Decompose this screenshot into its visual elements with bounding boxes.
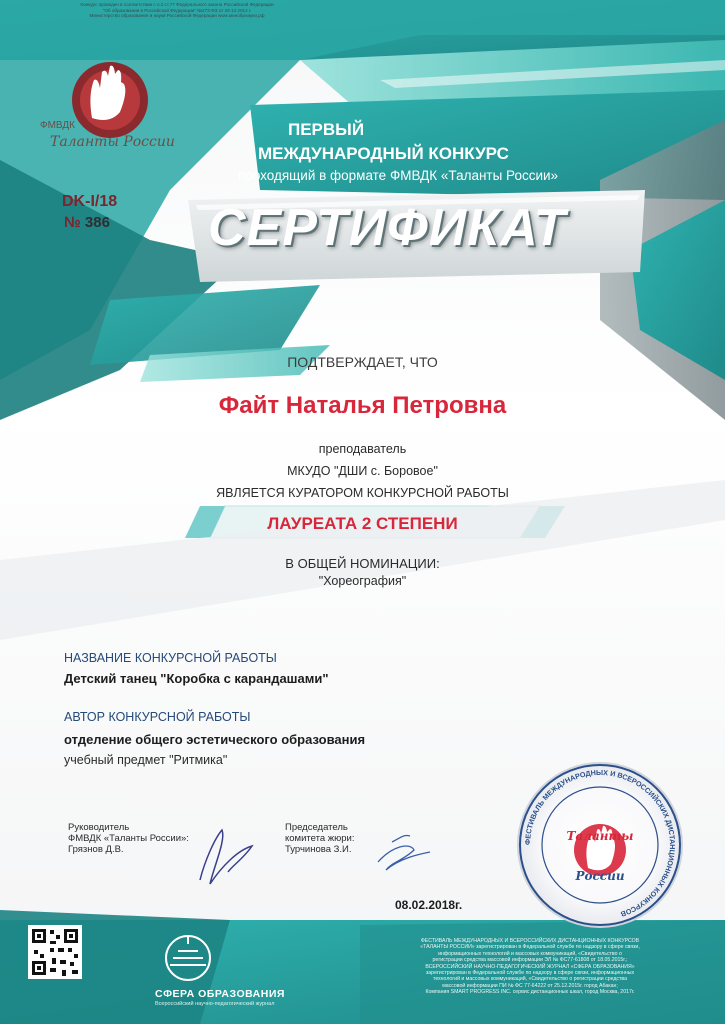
work-title: Детский танец "Коробка с карандашами": [64, 671, 329, 686]
person-name: Файт Наталья Петровна: [218, 392, 507, 419]
svg-text:ФЕСТИВАЛЬ МЕЖДУНАРОДНЫХ И ВСЕР: ФЕСТИВАЛЬ МЕЖДУНАРОДНЫХ И ВСЕРОССИЙСКИХ ДИСТАНЦИОННЫХ КОНКУРСОВ: [522, 767, 678, 919]
sig-line: Председатель: [285, 822, 348, 833]
author-department: отделение общего эстетического образования: [64, 732, 366, 747]
legal-line: Компания SMART PROGRESS INC. сервис дистанционных шкал, город Москва, 2017г.: [425, 989, 635, 996]
legal-line: Министерство образования и науки Российской Федерации www.минобрнауки.рф: [89, 13, 265, 19]
certificate-date: 08.02.2018г.: [395, 898, 463, 912]
logo-name: Таланты России: [50, 134, 175, 150]
legal-line: технологий и массовых коммуникаций, «Свидетельство о регистрации средства: [433, 976, 627, 983]
certificate-number: [64, 214, 110, 231]
sig-line: Турчинова З.И.: [285, 844, 352, 855]
contest-international: МЕЖДУНАРОДНЫЙ КОНКУРС: [258, 144, 509, 163]
contest-first: ПЕРВЫЙ: [288, 120, 365, 139]
curator-text: ЯВЛЯЕТСЯ КУРАТОРОМ КОНКУРСНОЙ РАБОТЫ: [216, 486, 509, 500]
stamp-ring-text: [518, 763, 682, 927]
confirms-text: ПОДТВЕРЖДАЕТ, ЧТО: [287, 354, 438, 370]
legal-line: «ТАЛАНТЫ РОССИИ» зарегистрирован в Федеральной службе по надзору в сфере связи,: [420, 944, 640, 951]
logo-abbr: ФМВДК: [40, 120, 75, 131]
qr-code: [28, 925, 82, 979]
sig-line: Руководитель: [68, 822, 130, 833]
stamp-title: Таланты: [566, 829, 634, 843]
nomination-label: В ОБЩЕЙ НОМИНАЦИИ:: [285, 556, 440, 571]
legal-line: зарегистрирован в Федеральной службе по надзору в сфере связи, информационных: [425, 970, 635, 977]
footer-legal-text: [384, 938, 676, 996]
signature-right: [378, 835, 430, 870]
legal-line: массовой информации ПИ № ФС 77-64222 от 25.12.2015г. город Абакан;: [442, 982, 618, 989]
stamp-bottom: России: [575, 869, 625, 883]
certificate-code: DK-I/18: [62, 193, 118, 210]
legal-line: Конкурс проведен в соответствии с п.2 ст.77 Федерального закона Российской Федерации: [80, 2, 274, 7]
sig-line: комитета жюри:: [285, 833, 355, 844]
person-role: преподаватель: [318, 442, 407, 456]
organization: МКУДО "ДШИ с. Боровое": [287, 464, 438, 478]
legal-line: информационных технологий и массовых коммуникаций, «Свидетельство о: [438, 950, 622, 957]
author-subject: учебный предмет "Ритмика": [64, 753, 228, 767]
sig-line: Грязнов Д.В.: [68, 844, 124, 855]
degree-text: ЛАУРЕАТА 2 СТЕПЕНИ: [267, 514, 458, 533]
contest-format: проходящий в формате ФМВДК «Таланты России»: [238, 168, 559, 183]
sig-line: ФМВДК «Таланты России»:: [68, 833, 189, 844]
work-label: НАЗВАНИЕ КОНКУРСНОЙ РАБОТЫ: [64, 651, 277, 665]
legal-line: "Об образовании в Российской Федерации" №273-ФЗ от 29.12.2012 г.: [102, 7, 252, 13]
legal-line: регистрации средства массовой информации ЭЛ № ФС77-61808 от 18.05.2015г.;: [432, 957, 628, 964]
signature-left-block: [68, 822, 189, 855]
legal-line: ВСЕРОССИЙСКИЙ НАУЧНО-ПЕДАГОГИЧЕСКИЙ ЖУРНАЛ «СФЕРА ОБРАЗОВАНИЯ»: [425, 963, 635, 970]
nomination-value: "Хореография": [318, 574, 407, 588]
talanty-logo-emblem: [72, 62, 148, 138]
author-label: АВТОР КОНКУРСНОЙ РАБОТЫ: [64, 710, 251, 724]
number-label: №: [64, 214, 81, 231]
legal-line: ФЕСТИВАЛЬ МЕЖДУНАРОДНЫХ И ВСЕРОССИЙСКИХ ДИСТАНЦИОННЫХ КОНКУРСОВ: [420, 938, 640, 944]
number-value: 386: [84, 214, 110, 231]
header-legal-text: [52, 2, 302, 19]
signature-right-block: [285, 822, 354, 855]
sfera-subtitle: Всероссийский научно-педагогический журнал: [155, 1001, 275, 1007]
certificate-title: СЕРТИФИКАТ: [208, 199, 567, 257]
signature-left: [200, 830, 252, 884]
sfera-name: СФЕРА ОБРАЗОВАНИЯ: [155, 988, 285, 1000]
